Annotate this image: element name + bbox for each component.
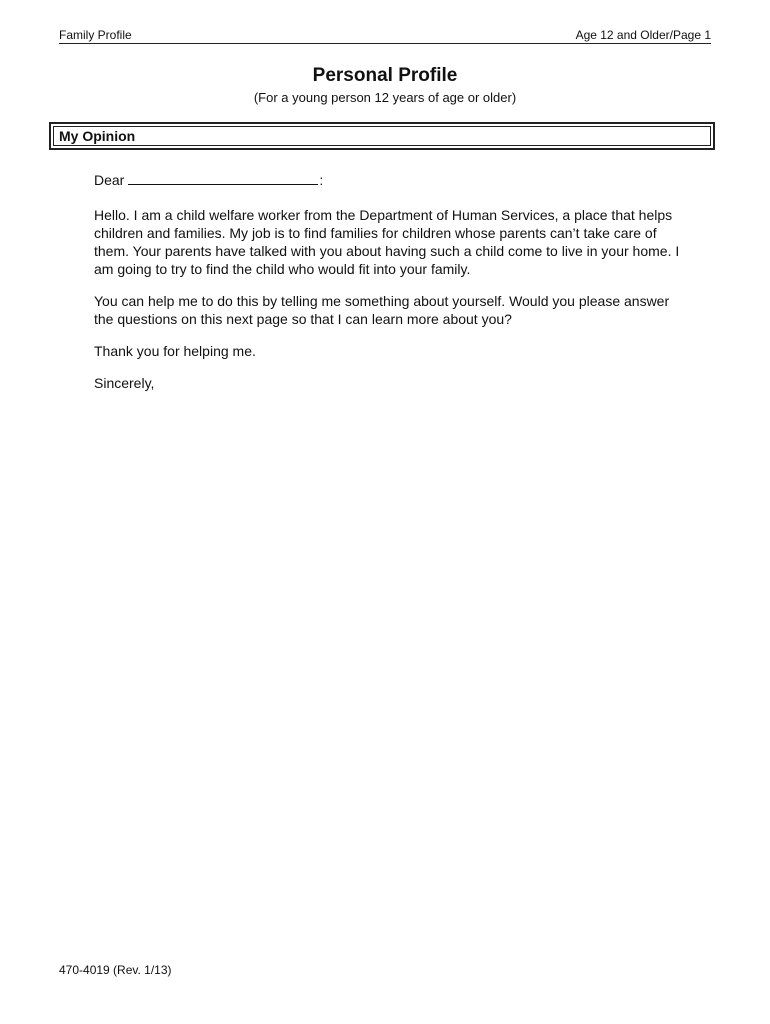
- salutation-prefix: Dear: [94, 172, 125, 188]
- form-number: 470-4019 (Rev. 1/13): [59, 963, 172, 977]
- salutation-suffix: :: [319, 172, 324, 188]
- recipient-name-blank[interactable]: [128, 170, 318, 185]
- letter-closing: Sincerely,: [94, 375, 155, 391]
- section-header-inner-border: [53, 126, 711, 146]
- header-document-name: Family Profile: [59, 28, 132, 42]
- section-title: My Opinion: [59, 128, 136, 144]
- page-header: [59, 28, 711, 44]
- letter-paragraph-thanks: Thank you for helping me.: [94, 343, 256, 359]
- section-header-box: [49, 122, 715, 150]
- letter-body: [94, 170, 684, 406]
- salutation-line: [94, 170, 684, 189]
- header-page-label: Age 12 and Older/Page 1: [575, 28, 711, 42]
- page-title: Personal Profile: [312, 65, 458, 86]
- letter-paragraph-intro: Hello. I am a child welfare worker from the Department of Human Services, a place that helps children and families. My job is to find families for children whose parents can’t take care of them. Your parents have talked with you about having such a child come to live in your home. I am going to try to find the child who would fit into your family.: [94, 207, 680, 277]
- letter-paragraph-request: You can help me to do this by telling me something about yourself. Would you please answer the questions on this next page so that I can learn more about you?: [94, 293, 670, 327]
- page-subtitle: (For a young person 12 years of age or older): [253, 90, 517, 105]
